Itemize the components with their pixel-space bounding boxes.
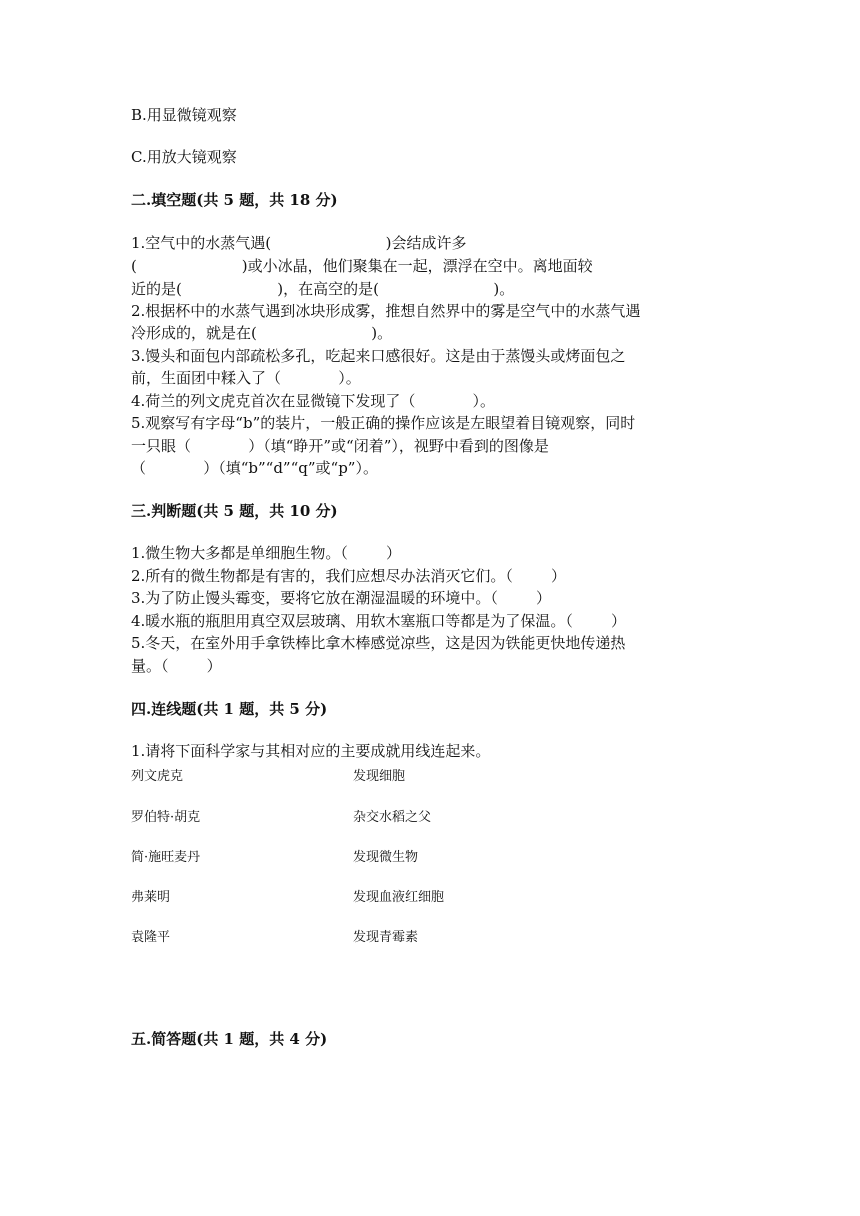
scientist-item: 袁隆平 (131, 930, 171, 945)
achievement-item: 发现微生物 (353, 850, 419, 865)
option-b: B.用显微镜观察 (131, 106, 237, 124)
fill-in-line: 1.空气中的水蒸气遇( )会结成许多 (131, 234, 467, 252)
judgement-line: 量。（ ） (131, 657, 222, 675)
fill-in-line: 冷形成的，就是在( )。 (131, 324, 393, 342)
section-heading-matching: 四.连线题(共 1 题，共 5 分) (131, 700, 328, 718)
achievement-item: 发现青霉素 (353, 930, 419, 945)
fill-in-line: 一只眼（ ）（填“睁开”或“闭着”），视野中看到的图像是 (131, 437, 549, 455)
fill-in-line: 5.观察写有字母“b”的装片，一般正确的操作应该是左眼望着目镜观察，同时 (131, 414, 636, 432)
matching-question: 1.请将下面科学家与其相对应的主要成就用线连起来。 (131, 742, 491, 760)
judgement-line: 3.为了防止馒头霉变，要将它放在潮湿温暖的环境中。（ ） (131, 589, 551, 607)
section-heading-fill-in: 二.填空题(共 5 题，共 18 分) (131, 191, 338, 209)
fill-in-line: 前，生面团中糅入了（ ）。 (131, 369, 361, 387)
fill-in-line: 2.根据杯中的水蒸气遇到冰块形成雾，推想自然界中的雾是空气中的水蒸气遇 (131, 302, 641, 320)
judgement-line: 1.微生物大多都是单细胞生物。（ ） (131, 544, 401, 562)
achievement-item: 发现血液红细胞 (353, 890, 445, 905)
scientist-item: 罗伯特·胡克 (131, 810, 201, 825)
judgement-line: 4.暖水瓶的瓶胆用真空双层玻璃、用软木塞瓶口等都是为了保温。（ ） (131, 612, 626, 630)
section-heading-judgement: 三.判断题(共 5 题，共 10 分) (131, 502, 338, 520)
option-c: C.用放大镜观察 (131, 148, 237, 166)
scientist-item: 简·施旺麦丹 (131, 850, 201, 865)
judgement-line: 5.冬天，在室外用手拿铁棒比拿木棒感觉凉些，这是因为铁能更快地传递热 (131, 634, 626, 652)
scientist-item: 弗莱明 (131, 890, 171, 905)
fill-in-line: 4.荷兰的列文虎克首次在显微镜下发现了（ ）。 (131, 392, 496, 410)
fill-in-line: （ ）（填“b”“d”“q”或“p”）。 (131, 459, 378, 477)
section-heading-short-answer: 五.简答题(共 1 题，共 4 分) (131, 1030, 328, 1048)
scientist-item: 列文虎克 (131, 769, 184, 784)
achievement-item: 杂交水稻之父 (353, 810, 432, 825)
fill-in-line: ( )或小冰晶，他们聚集在一起，漂浮在空中。离地面较 (131, 257, 593, 275)
fill-in-line: 近的是( )，在高空的是( )。 (131, 280, 515, 298)
judgement-line: 2.所有的微生物都是有害的，我们应想尽办法消灭它们。（ ） (131, 567, 566, 585)
achievement-item: 发现细胞 (353, 769, 406, 784)
fill-in-line: 3.馒头和面包内部疏松多孔，吃起来口感很好。这是由于蒸馒头或烤面包之 (131, 347, 626, 365)
